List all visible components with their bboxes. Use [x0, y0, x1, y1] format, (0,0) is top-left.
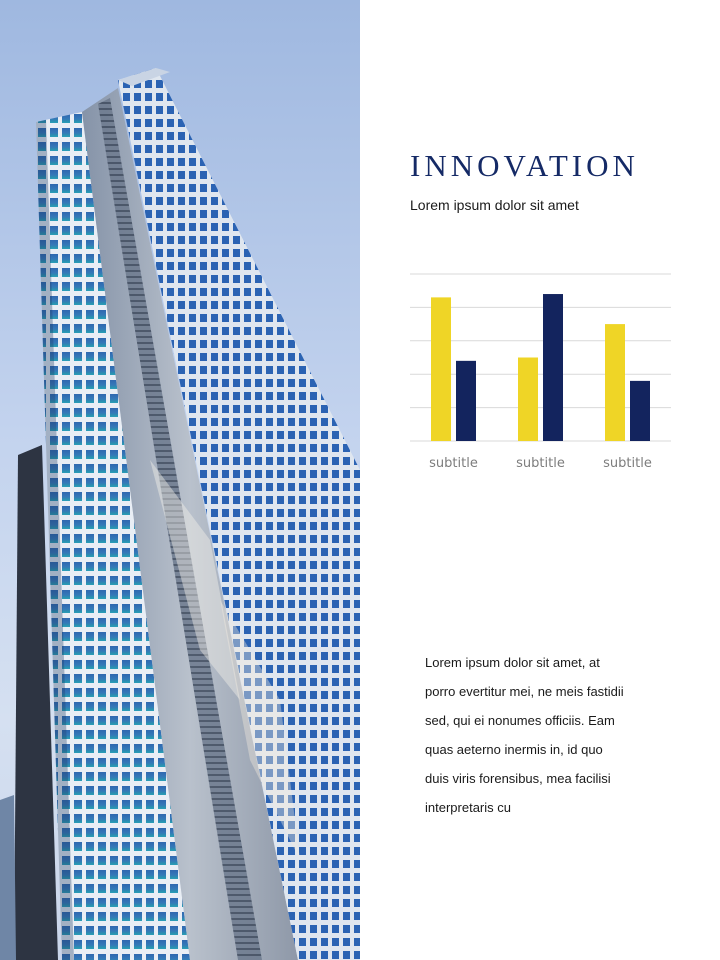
bar-series-1-category-2 [518, 358, 538, 442]
bar-series-2-category-2 [543, 294, 563, 441]
bar-series-2-category-1 [456, 361, 476, 441]
body-line: sed, qui ei nonumes officiis. Eam [425, 713, 615, 728]
body-line: interpretaris cu [425, 800, 511, 815]
body-line: duis viris forensibus, mea facilisi [425, 771, 611, 786]
bar-series-1-category-1 [431, 297, 451, 441]
x-tick-label: subtitle [429, 456, 478, 471]
body-line: quas aeterno inermis in, id quo [425, 742, 603, 757]
bar-chart [409, 270, 673, 475]
body-paragraph [425, 648, 690, 822]
page-subtitle: Lorem ipsum dolor sit amet [410, 197, 579, 213]
page-title: INNOVATION [410, 148, 639, 183]
x-tick-label: subtitle [603, 456, 652, 471]
x-tick-label: subtitle [516, 456, 565, 471]
bar-series-1-category-3 [605, 324, 625, 441]
bar-series-2-category-3 [630, 381, 650, 441]
body-line: porro evertitur mei, ne meis fastidii [425, 684, 624, 699]
body-line: Lorem ipsum dolor sit amet, at [425, 655, 600, 670]
